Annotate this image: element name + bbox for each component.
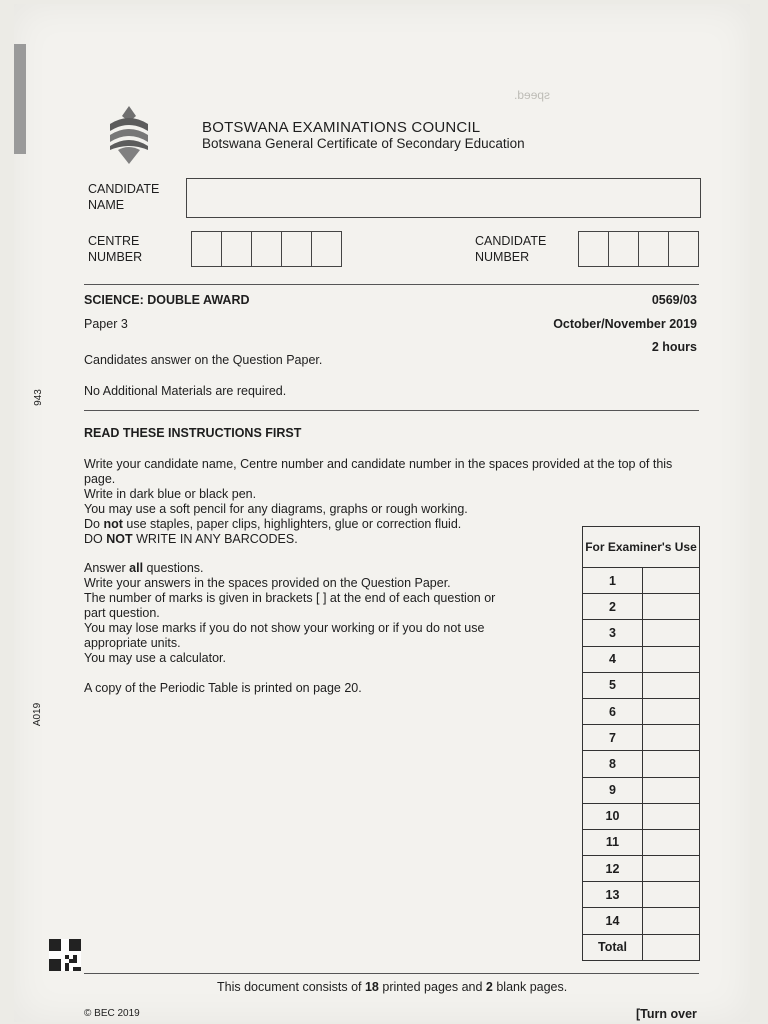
examiner-use-table (582, 526, 700, 961)
examiner-row (583, 620, 700, 646)
question-number: 9 (583, 777, 643, 803)
instruction-line: Write your answers in the spaces provided on the Question Paper. (84, 576, 451, 590)
bec-logo-icon (106, 104, 152, 166)
examiner-row (583, 829, 700, 855)
certificate-name: Botswana General Certificate of Secondary Education (202, 136, 525, 151)
show-through: speed. (514, 88, 551, 102)
examiner-row (583, 672, 700, 698)
mark-cell[interactable] (643, 777, 700, 803)
mark-cell[interactable] (643, 620, 700, 646)
question-number: 4 (583, 646, 643, 672)
mark-cell[interactable] (643, 646, 700, 672)
question-number: 14 (583, 908, 643, 934)
mark-cell[interactable] (643, 725, 700, 751)
examiner-heading: For Examiner's Use (583, 527, 700, 568)
materials-note: No Additional Materials are required. (84, 384, 287, 398)
question-number: 11 (583, 829, 643, 855)
examiner-row (583, 698, 700, 724)
paper-number: Paper 3 (84, 317, 128, 331)
examiner-row (583, 777, 700, 803)
instruction-line: Answer all questions. (84, 561, 204, 575)
copyright: © BEC 2019 (84, 1008, 140, 1019)
paper-code: 0569/03 (651, 293, 697, 307)
instruction-line: Do not use staples, paper clips, highlighters, glue or correction fluid. (84, 517, 462, 531)
question-number: 6 (583, 698, 643, 724)
divider (84, 973, 699, 974)
mark-cell[interactable] (643, 908, 700, 934)
org-name: BOTSWANA EXAMINATIONS COUNCIL (202, 119, 481, 136)
mark-cell[interactable] (643, 856, 700, 882)
question-number: 3 (583, 620, 643, 646)
examiner-row (583, 646, 700, 672)
binding-strip (14, 44, 26, 154)
instruction-line: DO NOT WRITE IN ANY BARCODES. (84, 532, 298, 546)
mark-cell[interactable] (643, 698, 700, 724)
instructions-block-2 (84, 561, 504, 696)
examiner-total-row (583, 934, 700, 960)
mark-cell[interactable] (643, 751, 700, 777)
mark-cell[interactable] (643, 594, 700, 620)
divider (84, 410, 699, 411)
question-number: 13 (583, 882, 643, 908)
total-label: Total (583, 934, 643, 960)
candidate-name-field[interactable] (186, 178, 701, 218)
instruction-line: You may lose marks if you do not show your working or if you do not use appropriate units. (84, 621, 485, 650)
question-number: 12 (583, 856, 643, 882)
exam-cover-page (14, 4, 750, 1022)
exam-duration: 2 hours (651, 340, 697, 354)
candidate-number-label: CANDIDATE NUMBER (475, 234, 547, 264)
turn-over-note: [Turn over (636, 1007, 697, 1021)
question-number: 5 (583, 672, 643, 698)
examiner-row (583, 856, 700, 882)
question-number: 10 (583, 803, 643, 829)
examiner-row (583, 882, 700, 908)
instructions-heading: READ THESE INSTRUCTIONS FIRST (84, 426, 302, 440)
exam-session: October/November 2019 (553, 317, 697, 331)
mark-cell[interactable] (643, 672, 700, 698)
instruction-line: You may use a soft pencil for any diagrams, graphs or rough working. (84, 502, 468, 516)
instruction-line: Write your candidate name, Centre number and candidate number in the spaces provided at the top of this page. (84, 457, 673, 486)
page-count-note: This document consists of 18 printed pages and 2 blank pages. (217, 980, 568, 994)
examiner-row (583, 568, 700, 594)
mark-cell[interactable] (643, 882, 700, 908)
candidate-number-field[interactable] (578, 231, 699, 267)
question-number: 1 (583, 568, 643, 594)
examiner-row (583, 751, 700, 777)
divider (84, 284, 699, 285)
instruction-line: You may use a calculator. (84, 651, 226, 665)
candidate-name-label: CANDIDATE NAME (88, 182, 160, 212)
examiner-row (583, 725, 700, 751)
question-number: 8 (583, 751, 643, 777)
mark-cell[interactable] (643, 803, 700, 829)
question-number: 2 (583, 594, 643, 620)
instruction-line: Write in dark blue or black pen. (84, 487, 257, 501)
side-code-mid: A019 (32, 702, 44, 727)
barcode-icon (49, 939, 81, 971)
total-mark-cell[interactable] (643, 934, 700, 960)
subject-title: SCIENCE: DOUBLE AWARD (84, 293, 250, 307)
examiner-row (583, 594, 700, 620)
instruction-line: The number of marks is given in brackets [ ] at the end of each question or part question. (84, 591, 496, 620)
answer-note: Candidates answer on the Question Paper. (84, 353, 323, 367)
examiner-row (583, 908, 700, 934)
side-code-top: 943 (32, 389, 44, 406)
centre-number-label: CENTRE NUMBER (88, 234, 143, 264)
centre-number-field[interactable] (191, 231, 342, 267)
question-number: 7 (583, 725, 643, 751)
examiner-row (583, 803, 700, 829)
mark-cell[interactable] (643, 829, 700, 855)
mark-cell[interactable] (643, 568, 700, 594)
instruction-line: A copy of the Periodic Table is printed on page 20. (84, 681, 362, 695)
